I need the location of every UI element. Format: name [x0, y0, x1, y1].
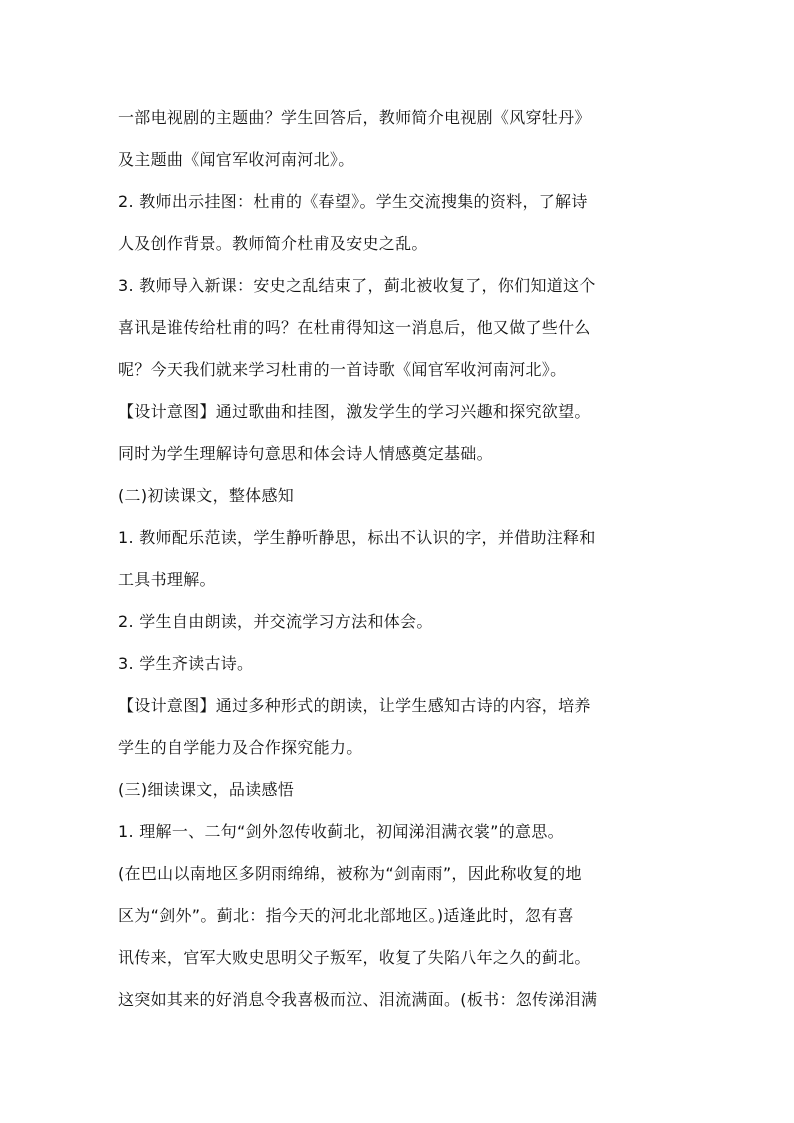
text-line-15: 【设计意图】通过多种形式的朗读，让学生感知古诗的内容，培养 [118, 696, 591, 715]
text-line-6: 喜讯是谁传给杜甫的吗？在杜甫得知这一消息后，他又做了些什么 [118, 318, 591, 337]
text-line-18: 1. 理解一、二句“剑外忽传收蓟北，初闻涕泪满衣裳”的意思。 [118, 822, 564, 841]
text-line-14: 3. 学生齐读古诗。 [118, 654, 254, 673]
text-line-22: 这突如其来的好消息令我喜极而泣、泪流满面。(板书：忽传涕泪满 [118, 990, 598, 1009]
text-line-12: 工具书理解。 [118, 570, 216, 589]
text-line-19: (在巴山以南地区多阴雨绵绵，被称为“剑南雨”，因此称收复的地 [118, 864, 582, 883]
text-line-5: 3. 教师导入新课：安史之乱结束了，蓟北被收复了，你们知道这个 [118, 276, 596, 295]
text-line-10: (二)初读课文，整体感知 [118, 486, 295, 505]
text-line-4: 人及创作背景。教师简介杜甫及安史之乱。 [118, 234, 428, 253]
text-line-13: 2. 学生自由朗读，并交流学习方法和体会。 [118, 612, 433, 631]
text-line-1: 一部电视剧的主题曲？学生回答后，教师简介电视剧《风穿牡丹》 [118, 108, 591, 127]
text-line-2: 及主题曲《闻官军收河南河北》。 [118, 150, 355, 169]
text-line-7: 呢？今天我们就来学习杜甫的一首诗歌《闻官军收河南河北》。 [118, 360, 567, 379]
text-line-9: 同时为学生理解诗句意思和体会诗人情感奠定基础。 [118, 444, 493, 463]
text-line-21: 讯传来，官军大败史思明父子叛军，收复了失陷八年之久的蓟北。 [118, 948, 591, 967]
text-line-17: (三)细读课文，品读感悟 [118, 780, 295, 799]
text-line-3: 2. 教师出示挂图：杜甫的《春望》。学生交流搜集的资料，了解诗 [118, 192, 588, 211]
text-line-11: 1. 教师配乐范读，学生静听静思，标出不认识的字，并借助注释和 [118, 528, 596, 547]
text-line-8: 【设计意图】通过歌曲和挂图，激发学生的学习兴趣和探究欲望。 [118, 402, 591, 421]
text-line-20: 区为“剑外”。蓟北：指今天的河北北部地区。)适逢此时，忽有喜 [118, 906, 574, 925]
text-line-16: 学生的自学能力及合作探究能力。 [118, 738, 363, 757]
